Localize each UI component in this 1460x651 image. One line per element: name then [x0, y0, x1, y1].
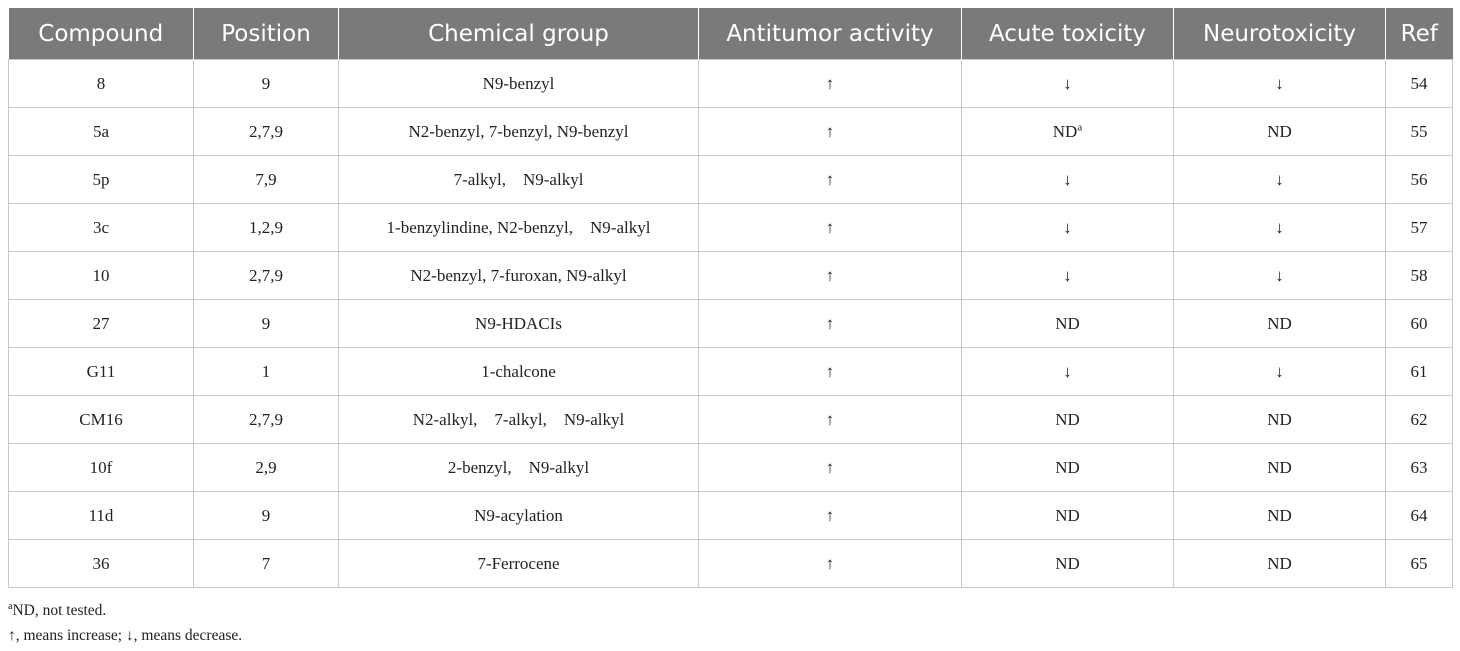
- cell-chemical-group: [339, 540, 699, 588]
- cell-ref-text: 64: [1410, 505, 1428, 525]
- cell-compound: [9, 156, 194, 204]
- cell-neurotoxicity: [1174, 492, 1386, 540]
- cell-neurotoxicity-text: ↓: [1275, 73, 1284, 93]
- cell-acute-toxicity-text: ↓: [1063, 265, 1072, 285]
- cell-position: [194, 492, 339, 540]
- cell-compound-text: 10: [92, 265, 110, 285]
- table-row: [9, 252, 1453, 300]
- cell-ref-text: 62: [1410, 409, 1428, 429]
- cell-position: [194, 156, 339, 204]
- cell-neurotoxicity: [1174, 156, 1386, 204]
- cell-antitumor-activity-text: ↑: [825, 217, 835, 237]
- header-chemical-group: Chemical group: [339, 8, 699, 60]
- cell-ref-text: 56: [1410, 169, 1428, 189]
- cell-compound-text: 5p: [92, 169, 110, 189]
- cell-antitumor-activity: [699, 492, 962, 540]
- table-row: [9, 204, 1453, 252]
- cell-acute-toxicity-text: ND: [1052, 121, 1078, 141]
- cell-position: [194, 252, 339, 300]
- cell-acute-toxicity-text: ↓: [1063, 217, 1072, 237]
- cell-chemical-group: [339, 156, 699, 204]
- cell-ref-text: 57: [1410, 217, 1428, 237]
- cell-acute-toxicity-text: ND: [1055, 505, 1080, 525]
- cell-position: [194, 396, 339, 444]
- cell-ref: [1386, 204, 1453, 252]
- cell-chemical-group: [339, 300, 699, 348]
- table-row: [9, 348, 1453, 396]
- cell-neurotoxicity-text: ND: [1267, 457, 1292, 477]
- cell-neurotoxicity-text: ND: [1267, 313, 1292, 333]
- cell-position-text: 2,9: [255, 457, 277, 477]
- cell-ref: [1386, 348, 1453, 396]
- cell-chemical-group: [339, 348, 699, 396]
- cell-chemical-group: [339, 108, 699, 156]
- cell-position-text: 9: [261, 505, 271, 525]
- cell-compound: [9, 108, 194, 156]
- table-row: [9, 300, 1453, 348]
- cell-acute-toxicity-text: ND: [1055, 553, 1080, 573]
- footnote-marker: a: [8, 600, 13, 612]
- cell-chemical-group-text: 7-Ferrocene: [477, 553, 560, 573]
- cell-acute-toxicity: [962, 396, 1174, 444]
- cell-antitumor-activity: [699, 396, 962, 444]
- cell-chemical-group-text: 2-benzyl, N9-alkyl: [447, 457, 590, 477]
- compound-table: [8, 8, 1453, 588]
- table-body: [9, 60, 1453, 588]
- table-row: [9, 492, 1453, 540]
- cell-neurotoxicity: [1174, 396, 1386, 444]
- cell-compound-text: 3c: [92, 217, 110, 237]
- cell-ref: [1386, 60, 1453, 108]
- cell-chemical-group-text: N2-benzyl, 7-furoxan, N9-alkyl: [410, 265, 627, 285]
- cell-neurotoxicity-text: ↓: [1275, 361, 1284, 381]
- cell-acute-toxicity: [962, 444, 1174, 492]
- footnote-marker: a: [1077, 120, 1083, 133]
- cell-chemical-group-text: N9-HDACIs: [475, 313, 562, 333]
- cell-antitumor-activity: [699, 300, 962, 348]
- cell-ref-text: 54: [1410, 73, 1428, 93]
- cell-antitumor-activity: [699, 348, 962, 396]
- cell-compound: [9, 540, 194, 588]
- cell-compound: [9, 444, 194, 492]
- cell-antitumor-activity-text: ↑: [825, 457, 835, 477]
- cell-neurotoxicity: [1174, 348, 1386, 396]
- table-container: [8, 8, 1452, 588]
- cell-position-text: 7,9: [255, 169, 277, 189]
- table-row: [9, 156, 1453, 204]
- cell-antitumor-activity-text: ↑: [825, 73, 835, 93]
- cell-acute-toxicity: [962, 492, 1174, 540]
- cell-antitumor-activity-text: ↑: [825, 553, 835, 573]
- cell-neurotoxicity: [1174, 252, 1386, 300]
- cell-compound: [9, 492, 194, 540]
- header-ref: Ref: [1386, 8, 1453, 60]
- cell-acute-toxicity-text: ND: [1055, 409, 1080, 429]
- cell-compound-text: 8: [96, 73, 106, 93]
- cell-ref: [1386, 396, 1453, 444]
- cell-chemical-group-text: N9-benzyl: [482, 73, 555, 93]
- header-row: [9, 8, 1453, 60]
- cell-chemical-group: [339, 204, 699, 252]
- cell-neurotoxicity: [1174, 108, 1386, 156]
- cell-acute-toxicity: [962, 60, 1174, 108]
- cell-antitumor-activity-text: ↑: [825, 121, 835, 141]
- cell-antitumor-activity: [699, 252, 962, 300]
- cell-neurotoxicity-text: ↓: [1275, 217, 1284, 237]
- header-neurotoxicity: Neurotoxicity: [1174, 8, 1386, 60]
- cell-position: [194, 204, 339, 252]
- cell-antitumor-activity-text: ↑: [825, 313, 835, 333]
- cell-chemical-group-text: N2-alkyl, 7-alkyl, N9-alkyl: [412, 409, 625, 429]
- cell-acute-toxicity-text: ↓: [1063, 73, 1072, 93]
- header-acute-toxicity: Acute toxicity: [962, 8, 1174, 60]
- cell-neurotoxicity: [1174, 540, 1386, 588]
- cell-neurotoxicity-text: ND: [1267, 121, 1292, 141]
- cell-acute-toxicity: [962, 252, 1174, 300]
- cell-chemical-group-text: N9-acylation: [474, 505, 563, 525]
- cell-ref-text: 58: [1410, 265, 1428, 285]
- cell-neurotoxicity: [1174, 300, 1386, 348]
- cell-chemical-group: [339, 492, 699, 540]
- cell-compound: [9, 252, 194, 300]
- cell-ref-text: 63: [1410, 457, 1428, 477]
- cell-chemical-group-text: 1-benzylindine, N2-benzyl, N9-alkyl: [386, 217, 651, 237]
- cell-acute-toxicity: [962, 204, 1174, 252]
- cell-compound-text: 36: [92, 553, 110, 573]
- cell-acute-toxicity-text: ND: [1055, 457, 1080, 477]
- cell-compound-text: 11d: [88, 505, 114, 525]
- cell-acute-toxicity-text: ↓: [1063, 361, 1072, 381]
- cell-position: [194, 444, 339, 492]
- cell-position-text: 7: [261, 553, 271, 573]
- cell-compound: [9, 204, 194, 252]
- table-row: [9, 396, 1453, 444]
- cell-position-text: 9: [261, 73, 271, 93]
- cell-neurotoxicity: [1174, 60, 1386, 108]
- header-position: Position: [194, 8, 339, 60]
- cell-compound-text: CM16: [79, 409, 123, 429]
- table-row: [9, 444, 1453, 492]
- table-row: [9, 540, 1453, 588]
- cell-antitumor-activity: [699, 540, 962, 588]
- cell-ref: [1386, 252, 1453, 300]
- cell-antitumor-activity: [699, 444, 962, 492]
- cell-antitumor-activity-text: ↑: [825, 169, 835, 189]
- cell-antitumor-activity-text: ↑: [825, 505, 835, 525]
- cell-position-text: 2,7,9: [249, 265, 283, 285]
- cell-chemical-group: [339, 396, 699, 444]
- cell-position-text: 2,7,9: [249, 409, 283, 429]
- cell-compound-text: 27: [92, 313, 110, 333]
- cell-neurotoxicity-text: ND: [1267, 505, 1292, 525]
- cell-position: [194, 60, 339, 108]
- cell-position-text: 1,2,9: [249, 217, 283, 237]
- cell-ref: [1386, 492, 1453, 540]
- cell-acute-toxicity: [962, 348, 1174, 396]
- cell-neurotoxicity-text: ↓: [1275, 265, 1284, 285]
- cell-neurotoxicity: [1174, 204, 1386, 252]
- cell-acute-toxicity: [962, 300, 1174, 348]
- cell-ref: [1386, 300, 1453, 348]
- cell-neurotoxicity: [1174, 444, 1386, 492]
- cell-chemical-group: [339, 444, 699, 492]
- cell-chemical-group-text: 7-alkyl, N9-alkyl: [453, 169, 584, 189]
- cell-ref-text: 55: [1410, 121, 1428, 141]
- header-antitumor-activity: Antitumor activity: [699, 8, 962, 60]
- cell-position: [194, 348, 339, 396]
- cell-antitumor-activity-text: ↑: [825, 361, 835, 381]
- cell-ref: [1386, 108, 1453, 156]
- cell-position: [194, 108, 339, 156]
- cell-acute-toxicity-text: ↓: [1063, 169, 1072, 189]
- cell-ref: [1386, 540, 1453, 588]
- table-row: [9, 60, 1453, 108]
- cell-compound: [9, 300, 194, 348]
- cell-acute-toxicity: [962, 156, 1174, 204]
- cell-ref-text: 60: [1410, 313, 1428, 333]
- cell-chemical-group: [339, 60, 699, 108]
- footnote-arrows: ↑, means increase; ↓, means decrease.: [8, 627, 243, 644]
- cell-compound-text: 10f: [89, 457, 113, 477]
- cell-neurotoxicity-text: ND: [1267, 409, 1292, 429]
- cell-compound: [9, 60, 194, 108]
- cell-antitumor-activity: [699, 156, 962, 204]
- cell-antitumor-activity-text: ↑: [825, 409, 835, 429]
- cell-acute-toxicity: [962, 540, 1174, 588]
- cell-antitumor-activity: [699, 204, 962, 252]
- cell-position: [194, 300, 339, 348]
- cell-antitumor-activity-text: ↑: [825, 265, 835, 285]
- cell-antitumor-activity: [699, 60, 962, 108]
- cell-chemical-group: [339, 252, 699, 300]
- cell-ref: [1386, 156, 1453, 204]
- footnote-nd: [8, 598, 242, 623]
- cell-compound-text: 5a: [92, 121, 110, 141]
- table-footnotes: [8, 598, 242, 648]
- cell-ref-text: 61: [1410, 361, 1428, 381]
- table-row: [9, 108, 1453, 156]
- cell-ref: [1386, 444, 1453, 492]
- cell-ref-text: 65: [1410, 553, 1428, 573]
- footnote-nd-text: ND, not tested.: [12, 602, 107, 619]
- cell-compound: [9, 396, 194, 444]
- cell-compound-text: G11: [86, 361, 116, 381]
- cell-position-text: 2,7,9: [249, 121, 283, 141]
- cell-neurotoxicity-text: ND: [1267, 553, 1292, 573]
- cell-compound: [9, 348, 194, 396]
- cell-acute-toxicity: [962, 108, 1174, 156]
- cell-antitumor-activity: [699, 108, 962, 156]
- cell-position: [194, 540, 339, 588]
- cell-position-text: 9: [261, 313, 271, 333]
- cell-neurotoxicity-text: ↓: [1275, 169, 1284, 189]
- cell-chemical-group-text: 1-chalcone: [481, 361, 556, 381]
- cell-position-text: 1: [261, 361, 271, 381]
- cell-acute-toxicity-text: ND: [1055, 313, 1080, 333]
- header-compound: Compound: [9, 8, 194, 60]
- cell-chemical-group-text: N2-benzyl, 7-benzyl, N9-benzyl: [408, 121, 629, 141]
